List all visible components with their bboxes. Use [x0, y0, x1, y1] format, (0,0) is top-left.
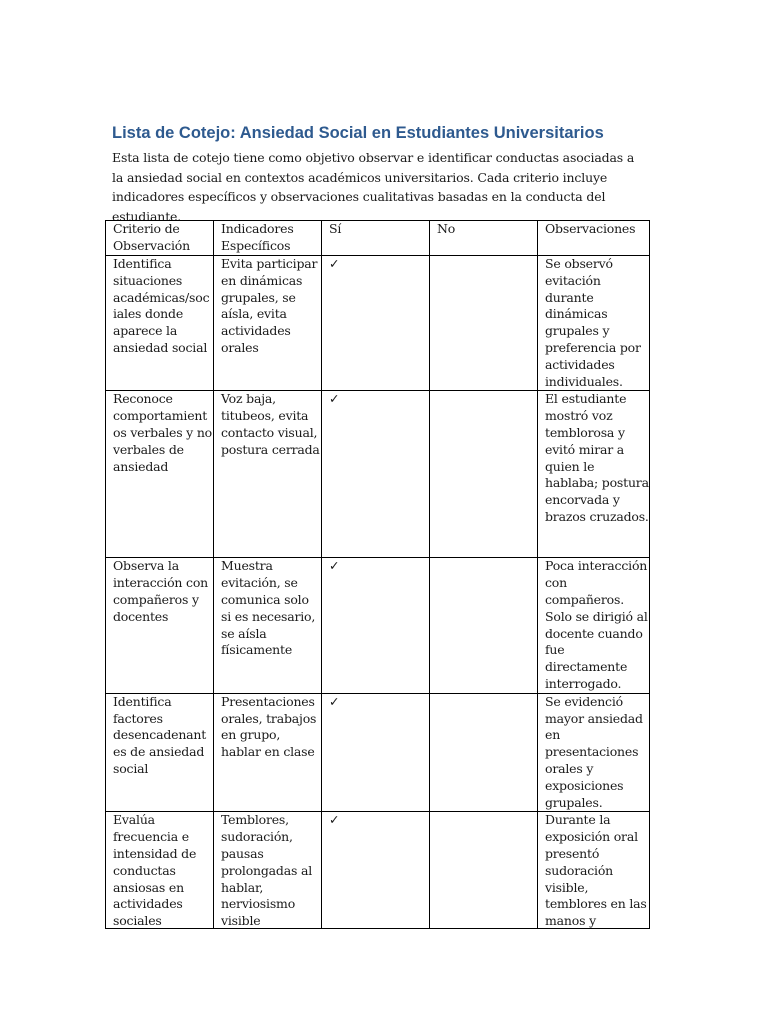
header-indicadores: Indicadores Específicos	[214, 221, 322, 256]
document-title: Lista de Cotejo: Ansiedad Social en Estudiantes Universitarios	[112, 124, 604, 142]
cell-indicadores-text: Temblores, sudoración, pausas prolongadas al hablar, nerviosismo visible	[221, 812, 313, 929]
cell-indicadores: Voz baja, titubeos, evita contacto visual, postura cerrada	[214, 391, 322, 558]
cell-criterio: Observa la interacción con compañeros y docentes	[106, 558, 214, 693]
table-row	[106, 256, 650, 391]
cell-no	[430, 256, 538, 391]
cell-si-check: ✓	[322, 256, 430, 391]
cell-observaciones: Poca interacción con compañeros. Solo se dirigió al docente cuando fue directamente interrogado.	[538, 558, 650, 693]
cell-observaciones	[538, 812, 650, 929]
table-row	[106, 558, 650, 693]
cell-no	[430, 558, 538, 693]
cell-criterio: Identifica situaciones académicas/soc iales donde aparece la ansiedad social	[106, 256, 214, 391]
cell-no	[430, 391, 538, 558]
intro-paragraph: Esta lista de cotejo tiene como objetivo observar e identificar conductas asociadas a la ansiedad social en contextos académicos universitarios. Cada criterio incluye indicadores específicos y observaciones cualitativas basadas en la conducta del estudiante.	[112, 150, 635, 225]
table-row	[106, 812, 650, 929]
cell-indicadores: Presentaciones orales, trabajos en grupo, hablar en clase	[214, 693, 322, 812]
header-observaciones: Observaciones	[538, 221, 650, 256]
cell-criterio	[106, 812, 214, 929]
table-row	[106, 693, 650, 812]
cell-criterio: Reconoce comportamient os verbales y no verbales de ansiedad	[106, 391, 214, 558]
cell-no	[430, 812, 538, 929]
cell-observaciones: Se evidenció mayor ansiedad en presentaciones orales y exposiciones grupales.	[538, 693, 650, 812]
cell-si-check: ✓	[322, 812, 430, 929]
cell-criterio: Identifica factores desencadenant es de ansiedad social	[106, 693, 214, 812]
cell-si-check: ✓	[322, 558, 430, 693]
cell-si-check: ✓	[322, 693, 430, 812]
cell-observaciones: El estudiante mostró voz temblorosa y evitó mirar a quien le hablaba; postura encorvada y brazos cruzados.	[538, 391, 650, 558]
cell-indicadores: Muestra evitación, se comunica solo si es necesario, se aísla físicamente	[214, 558, 322, 693]
table-row	[106, 391, 650, 558]
cell-indicadores	[214, 812, 322, 929]
cell-observaciones-text: Durante la exposición oral presentó sudoración visible, temblores en las manos y	[545, 812, 647, 929]
cell-criterio-text: Evalúa frecuencia e intensidad de conductas ansiosas en actividades sociales	[113, 812, 197, 929]
header-criterio: Criterio de Observación	[106, 221, 214, 256]
header-no: No	[430, 221, 538, 256]
cell-indicadores: Evita participar en dinámicas grupales, se aísla, evita actividades orales	[214, 256, 322, 391]
cell-si-check: ✓	[322, 391, 430, 558]
cell-observaciones: Se observó evitación durante dinámicas grupales y preferencia por actividades individuales.	[538, 256, 650, 391]
table-header-row	[106, 221, 650, 256]
cell-no	[430, 693, 538, 812]
checklist-table	[105, 220, 650, 929]
header-si: Sí	[322, 221, 430, 256]
